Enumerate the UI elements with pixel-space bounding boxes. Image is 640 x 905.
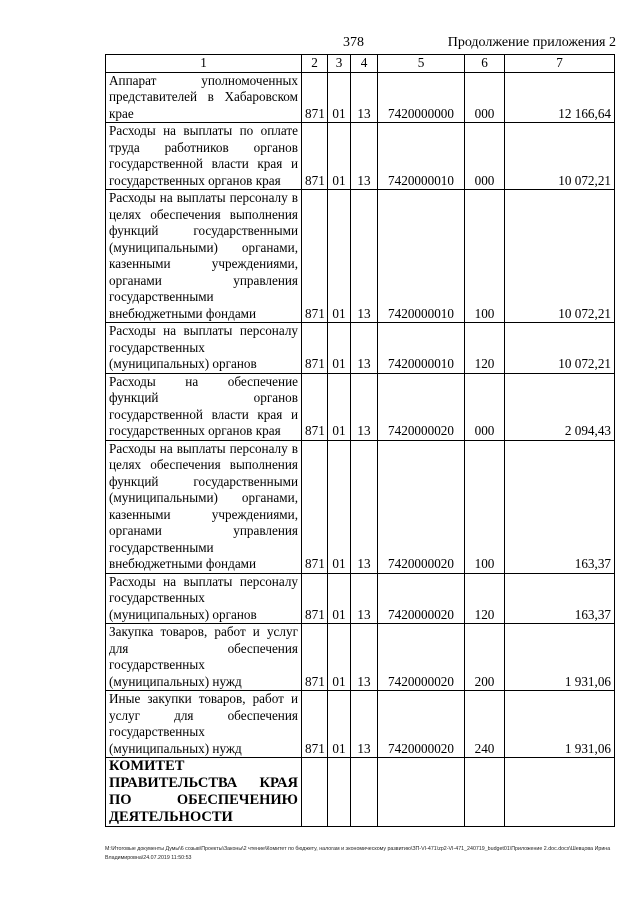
column-header: 6 <box>465 55 505 73</box>
target-item-code: 7420000010 <box>378 123 465 190</box>
table-row <box>106 691 615 758</box>
amount: 2 094,43 <box>505 373 615 440</box>
ministry-code <box>302 758 328 827</box>
expense-name: Закупка товаров, работ и услуг для обеспечения государственных (муниципальных) нужд <box>106 624 302 691</box>
table-row <box>106 323 615 374</box>
subsection-code: 13 <box>351 190 378 323</box>
page-number: 378 <box>343 35 364 50</box>
column-header: 4 <box>351 55 378 73</box>
expense-name: Расходы на выплаты персоналу государственных (муниципальных) органов <box>106 323 302 374</box>
column-header: 7 <box>505 55 615 73</box>
subsection-code: 13 <box>351 323 378 374</box>
expense-name: Иные закупки товаров, работ и услуг для обеспечения государственных (муниципальных) нужд <box>106 691 302 758</box>
expense-name: Расходы на обеспечение функций органов государственной власти края и государственных органов края <box>106 373 302 440</box>
amount: 163,37 <box>505 440 615 573</box>
amount <box>505 758 615 827</box>
amount: 12 166,64 <box>505 72 615 123</box>
section-code: 01 <box>328 323 351 374</box>
expense-type-code: 100 <box>465 440 505 573</box>
table-row <box>106 123 615 190</box>
column-header: 5 <box>378 55 465 73</box>
document-path-footer: M:\Итоговые документы Думы\6 созыв\Проекты\Законы\2 чтение\Комитет по бюджету, налогам и экономическому развитию\ЗП-VI-471\zp2-VI-471_240719_budget01\Приложение 2.doc.docx\Шевцова Ирина Владимировна\24.07.2019 11:50:53 <box>105 846 611 861</box>
target-item-code: 7420000020 <box>378 573 465 624</box>
subsection-code: 13 <box>351 440 378 573</box>
subsection-code: 13 <box>351 123 378 190</box>
section-code: 01 <box>328 373 351 440</box>
section-code: 01 <box>328 190 351 323</box>
expense-type-code: 000 <box>465 373 505 440</box>
subsection-code: 13 <box>351 691 378 758</box>
expense-type-code: 200 <box>465 624 505 691</box>
subsection-code: 13 <box>351 573 378 624</box>
expense-type-code: 000 <box>465 72 505 123</box>
subsection-code: 13 <box>351 624 378 691</box>
expense-name: Расходы на выплаты персоналу в целях обеспечения выполнения функций государственными (муниципальными) органами, казенными учреждениями, органами управления государственными внебюджетными фондами <box>106 440 302 573</box>
table-row <box>106 190 615 323</box>
section-code: 01 <box>328 573 351 624</box>
ministry-code: 871 <box>302 123 328 190</box>
ministry-code: 871 <box>302 323 328 374</box>
expense-name: Расходы на выплаты персоналу в целях обеспечения выполнения функций государственными (муниципальными) органами, казенными учреждениями, органами управления государственными внебюджетными фондами <box>106 190 302 323</box>
amount: 10 072,21 <box>505 323 615 374</box>
expense-type-code: 120 <box>465 573 505 624</box>
expense-name: Аппарат уполномоченных представителей в Хабаровском крае <box>106 72 302 123</box>
appendix-continuation-label: Продолжение приложения 2 <box>447 35 616 50</box>
ministry-code: 871 <box>302 373 328 440</box>
committee-heading: КОМИТЕТ ПРАВИТЕЛЬСТВА КРАЯ ПО ОБЕСПЕЧЕНИЮ ДЕЯТЕЛЬНОСТИ <box>106 758 302 827</box>
target-item-code: 7420000020 <box>378 440 465 573</box>
target-item-code: 7420000010 <box>378 190 465 323</box>
section-code: 01 <box>328 72 351 123</box>
section-code: 01 <box>328 691 351 758</box>
ministry-code: 871 <box>302 624 328 691</box>
subsection-code: 13 <box>351 72 378 123</box>
amount: 10 072,21 <box>505 190 615 323</box>
ministry-code: 871 <box>302 573 328 624</box>
ministry-code: 871 <box>302 440 328 573</box>
amount: 10 072,21 <box>505 123 615 190</box>
column-header: 3 <box>328 55 351 73</box>
expense-type-code: 000 <box>465 123 505 190</box>
table-row <box>106 72 615 123</box>
table-row <box>106 573 615 624</box>
column-number-row <box>106 55 615 73</box>
expense-name: Расходы на выплаты по оплате труда работников органов государственной власти края и государственных органов края <box>106 123 302 190</box>
target-item-code: 7420000000 <box>378 72 465 123</box>
amount: 1 931,06 <box>505 691 615 758</box>
target-item-code: 7420000020 <box>378 691 465 758</box>
ministry-code: 871 <box>302 691 328 758</box>
target-item-code <box>378 758 465 827</box>
target-item-code: 7420000020 <box>378 624 465 691</box>
section-code: 01 <box>328 624 351 691</box>
subsection-code: 13 <box>351 373 378 440</box>
amount: 163,37 <box>505 573 615 624</box>
expense-type-code: 120 <box>465 323 505 374</box>
table-row <box>106 373 615 440</box>
expense-name: Расходы на выплаты персоналу государственных (муниципальных) органов <box>106 573 302 624</box>
table-row <box>106 758 615 827</box>
column-header: 1 <box>106 55 302 73</box>
section-code: 01 <box>328 123 351 190</box>
amount: 1 931,06 <box>505 624 615 691</box>
table-row <box>106 624 615 691</box>
target-item-code: 7420000020 <box>378 373 465 440</box>
ministry-code: 871 <box>302 72 328 123</box>
expense-type-code <box>465 758 505 827</box>
column-header: 2 <box>302 55 328 73</box>
budget-table <box>105 54 615 827</box>
expense-type-code: 240 <box>465 691 505 758</box>
subsection-code <box>351 758 378 827</box>
target-item-code: 7420000010 <box>378 323 465 374</box>
section-code: 01 <box>328 440 351 573</box>
section-code <box>328 758 351 827</box>
ministry-code: 871 <box>302 190 328 323</box>
table-row <box>106 440 615 573</box>
expense-type-code: 100 <box>465 190 505 323</box>
